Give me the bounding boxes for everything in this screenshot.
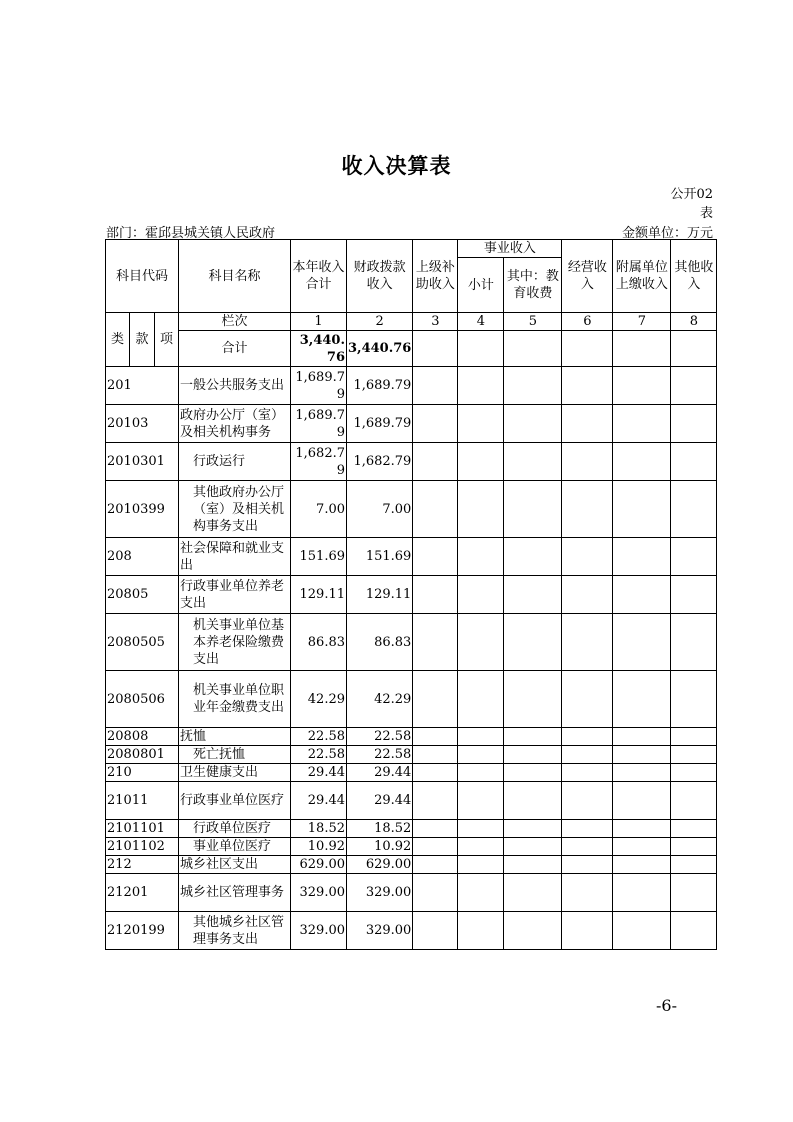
fiscal-amount-cell: 29.44: [347, 764, 413, 782]
fiscal-amount-cell: 22.58: [347, 728, 413, 746]
total-amount-cell: 7.00: [291, 481, 347, 538]
fiscal-amount-cell: 42.29: [347, 671, 413, 728]
table-row: [106, 614, 717, 671]
table-row: [106, 728, 717, 746]
total-amount-cell: 1,689.79: [291, 367, 347, 405]
empty-cell: [413, 782, 458, 820]
header-subject-name: 科目名称: [179, 240, 291, 313]
header-xiang: 项: [155, 313, 179, 367]
empty-cell: [562, 443, 613, 481]
empty-cell: [562, 331, 613, 367]
empty-cell: [562, 838, 613, 856]
total-amount-cell: 129.11: [291, 576, 347, 614]
empty-cell: [671, 782, 717, 820]
empty-cell: [613, 746, 671, 764]
empty-cell: [458, 782, 504, 820]
empty-cell: [562, 576, 613, 614]
empty-cell: [613, 576, 671, 614]
empty-cell: [458, 405, 504, 443]
header-subject-code: 科目代码: [106, 240, 179, 313]
col-index: 6: [562, 313, 613, 331]
department-label: 部门：霍邱县城关镇人民政府: [106, 226, 276, 241]
empty-cell: [504, 331, 562, 367]
fiscal-amount-cell: 1,689.79: [347, 367, 413, 405]
empty-cell: [413, 614, 458, 671]
empty-cell: [413, 405, 458, 443]
empty-cell: [458, 764, 504, 782]
empty-cell: [413, 820, 458, 838]
table-row: [106, 367, 717, 405]
empty-cell: [613, 782, 671, 820]
table-row: [106, 874, 717, 912]
empty-cell: [671, 746, 717, 764]
total-amount-cell: 10.92: [291, 838, 347, 856]
header-operating: 经营收入: [562, 240, 613, 313]
total-amount: 3,440.76: [291, 331, 347, 367]
empty-cell: [458, 820, 504, 838]
col-index: 4: [458, 313, 504, 331]
empty-cell: [562, 856, 613, 874]
total-amount-cell: 629.00: [291, 856, 347, 874]
header-business-subtotal: 小计: [458, 258, 504, 313]
fiscal-amount-cell: 329.00: [347, 912, 413, 950]
table-row: [106, 820, 717, 838]
header-business-edu: 其中：教育收费: [504, 258, 562, 313]
empty-cell: [413, 764, 458, 782]
fiscal-amount-cell: 1,689.79: [347, 405, 413, 443]
subject-name-cell: 其他城乡社区管理事务支出: [179, 912, 291, 950]
empty-cell: [504, 746, 562, 764]
subject-code-cell: 2101102: [106, 838, 179, 856]
empty-cell: [613, 728, 671, 746]
subject-name-cell: 行政运行: [179, 443, 291, 481]
empty-cell: [613, 856, 671, 874]
empty-cell: [458, 576, 504, 614]
empty-cell: [562, 405, 613, 443]
subject-name-cell: 事业单位医疗: [179, 838, 291, 856]
empty-cell: [613, 764, 671, 782]
empty-cell: [458, 538, 504, 576]
subject-name-cell: 其他政府办公厅（室）及相关机构事务支出: [179, 481, 291, 538]
empty-cell: [613, 443, 671, 481]
total-fiscal: 3,440.76: [347, 331, 413, 367]
empty-cell: [413, 838, 458, 856]
income-table: [105, 239, 717, 950]
subject-code-cell: 20103: [106, 405, 179, 443]
empty-cell: [562, 912, 613, 950]
fiscal-amount-cell: 1,682.79: [347, 443, 413, 481]
empty-cell: [413, 728, 458, 746]
subject-name-cell: 社会保障和就业支出: [179, 538, 291, 576]
subject-name-cell: 抚恤: [179, 728, 291, 746]
empty-cell: [613, 367, 671, 405]
empty-cell: [458, 838, 504, 856]
fiscal-amount-cell: 18.52: [347, 820, 413, 838]
col-index: 2: [347, 313, 413, 331]
empty-cell: [504, 782, 562, 820]
empty-cell: [562, 746, 613, 764]
empty-cell: [613, 331, 671, 367]
subject-name-cell: 城乡社区支出: [179, 856, 291, 874]
subject-code-cell: 201: [106, 367, 179, 405]
empty-cell: [562, 728, 613, 746]
table-row: [106, 576, 717, 614]
total-amount-cell: 29.44: [291, 782, 347, 820]
empty-cell: [458, 367, 504, 405]
subject-name-cell: 机关事业单位基本养老保险缴费支出: [179, 614, 291, 671]
total-amount-cell: 1,689.79: [291, 405, 347, 443]
subject-code-cell: 210: [106, 764, 179, 782]
total-amount-cell: 22.58: [291, 728, 347, 746]
subject-code-cell: 20805: [106, 576, 179, 614]
empty-cell: [458, 481, 504, 538]
empty-cell: [671, 820, 717, 838]
empty-cell: [504, 820, 562, 838]
empty-cell: [413, 443, 458, 481]
empty-cell: [671, 838, 717, 856]
table-row: [106, 856, 717, 874]
empty-cell: [562, 820, 613, 838]
subject-code-cell: 2101101: [106, 820, 179, 838]
empty-cell: [504, 671, 562, 728]
empty-cell: [413, 671, 458, 728]
empty-cell: [413, 481, 458, 538]
page-title: 收入决算表: [341, 153, 452, 178]
col-index: 1: [291, 313, 347, 331]
empty-cell: [562, 481, 613, 538]
empty-cell: [413, 874, 458, 912]
subject-code-cell: 21201: [106, 874, 179, 912]
empty-cell: [504, 728, 562, 746]
total-amount-cell: 329.00: [291, 912, 347, 950]
subject-code-cell: 2080506: [106, 671, 179, 728]
empty-cell: [504, 443, 562, 481]
fiscal-amount-cell: 151.69: [347, 538, 413, 576]
subject-code-cell: 2080505: [106, 614, 179, 671]
table-row: [106, 443, 717, 481]
total-row-label: 合计: [179, 331, 291, 367]
total-amount-cell: 329.00: [291, 874, 347, 912]
empty-cell: [413, 576, 458, 614]
empty-cell: [458, 856, 504, 874]
header-total: 本年收入合计: [291, 240, 347, 313]
unit-label: 金额单位：万元: [621, 226, 713, 241]
table-row: [106, 538, 717, 576]
subject-code-cell: 2120199: [106, 912, 179, 950]
subject-code-cell: 20808: [106, 728, 179, 746]
empty-cell: [671, 405, 717, 443]
empty-cell: [613, 838, 671, 856]
table-row: [106, 764, 717, 782]
empty-cell: [562, 671, 613, 728]
col-index: 5: [504, 313, 562, 331]
empty-cell: [504, 367, 562, 405]
header-fiscal: 财政拨款收入: [347, 240, 413, 313]
empty-cell: [671, 728, 717, 746]
empty-cell: [413, 367, 458, 405]
empty-cell: [562, 538, 613, 576]
header-kuan: 款: [130, 313, 155, 367]
col-index: 7: [613, 313, 671, 331]
total-amount-cell: 18.52: [291, 820, 347, 838]
empty-cell: [671, 856, 717, 874]
total-amount-cell: 1,682.79: [291, 443, 347, 481]
subject-name-cell: 城乡社区管理事务: [179, 874, 291, 912]
subject-name-cell: 行政单位医疗: [179, 820, 291, 838]
subject-name-cell: 政府办公厅（室）及相关机构事务: [179, 405, 291, 443]
empty-cell: [613, 481, 671, 538]
empty-cell: [504, 576, 562, 614]
subject-code-cell: 2080801: [106, 746, 179, 764]
empty-cell: [504, 912, 562, 950]
empty-cell: [562, 367, 613, 405]
fiscal-amount-cell: 10.92: [347, 838, 413, 856]
empty-cell: [504, 538, 562, 576]
fiscal-amount-cell: 86.83: [347, 614, 413, 671]
total-amount-cell: 29.44: [291, 764, 347, 782]
subject-code-cell: 2010399: [106, 481, 179, 538]
total-amount-cell: 22.58: [291, 746, 347, 764]
subject-code-cell: 21011: [106, 782, 179, 820]
empty-cell: [458, 874, 504, 912]
empty-cell: [413, 746, 458, 764]
empty-cell: [613, 614, 671, 671]
empty-cell: [413, 538, 458, 576]
empty-cell: [671, 671, 717, 728]
empty-cell: [413, 331, 458, 367]
subject-code-cell: 2010301: [106, 443, 179, 481]
empty-cell: [562, 782, 613, 820]
empty-cell: [613, 405, 671, 443]
subject-name-cell: 卫生健康支出: [179, 764, 291, 782]
empty-cell: [504, 874, 562, 912]
empty-cell: [458, 746, 504, 764]
subject-name-cell: 机关事业单位职业年金缴费支出: [179, 671, 291, 728]
empty-cell: [458, 614, 504, 671]
table-row: [106, 405, 717, 443]
empty-cell: [671, 764, 717, 782]
fiscal-amount-cell: 29.44: [347, 782, 413, 820]
empty-cell: [613, 538, 671, 576]
empty-cell: [458, 331, 504, 367]
col-index: 8: [671, 313, 717, 331]
empty-cell: [671, 874, 717, 912]
table-row: [106, 912, 717, 950]
empty-cell: [562, 874, 613, 912]
header-lanci: 栏次: [179, 313, 291, 331]
total-amount-cell: 86.83: [291, 614, 347, 671]
empty-cell: [458, 443, 504, 481]
header-superior: 上级补助收入: [413, 240, 458, 313]
fiscal-amount-cell: 329.00: [347, 874, 413, 912]
table-row: [106, 481, 717, 538]
fiscal-amount-cell: 22.58: [347, 746, 413, 764]
col-index: 3: [413, 313, 458, 331]
empty-cell: [671, 443, 717, 481]
subject-code-cell: 212: [106, 856, 179, 874]
header-affiliated: 附属单位上缴收入: [613, 240, 671, 313]
subject-name-cell: 一般公共服务支出: [179, 367, 291, 405]
header-other: 其他收入: [671, 240, 717, 313]
empty-cell: [458, 671, 504, 728]
subject-name-cell: 死亡抚恤: [179, 746, 291, 764]
empty-cell: [504, 764, 562, 782]
empty-cell: [671, 576, 717, 614]
empty-cell: [458, 912, 504, 950]
table-code-suffix: 表: [699, 206, 713, 221]
page-number: -6-: [656, 996, 677, 1015]
empty-cell: [504, 838, 562, 856]
header-lei: 类: [106, 313, 130, 367]
header-business: 事业收入: [458, 240, 562, 258]
table-row: [106, 782, 717, 820]
subject-name-cell: 行政事业单位养老支出: [179, 576, 291, 614]
table-row: [106, 671, 717, 728]
empty-cell: [671, 481, 717, 538]
total-amount-cell: 151.69: [291, 538, 347, 576]
fiscal-amount-cell: 7.00: [347, 481, 413, 538]
empty-cell: [613, 874, 671, 912]
empty-cell: [562, 614, 613, 671]
subject-name-cell: 行政事业单位医疗: [179, 782, 291, 820]
empty-cell: [613, 820, 671, 838]
total-amount-cell: 42.29: [291, 671, 347, 728]
empty-cell: [458, 728, 504, 746]
subject-code-cell: 208: [106, 538, 179, 576]
empty-cell: [504, 481, 562, 538]
table-row: [106, 746, 717, 764]
empty-cell: [671, 538, 717, 576]
empty-cell: [413, 856, 458, 874]
empty-cell: [562, 764, 613, 782]
empty-cell: [671, 367, 717, 405]
empty-cell: [504, 614, 562, 671]
empty-cell: [671, 912, 717, 950]
empty-cell: [504, 405, 562, 443]
table-row: [106, 838, 717, 856]
empty-cell: [671, 614, 717, 671]
fiscal-amount-cell: 129.11: [347, 576, 413, 614]
empty-cell: [613, 671, 671, 728]
empty-cell: [613, 912, 671, 950]
empty-cell: [413, 912, 458, 950]
empty-cell: [671, 331, 717, 367]
empty-cell: [504, 856, 562, 874]
fiscal-amount-cell: 629.00: [347, 856, 413, 874]
table-code: 公开02: [670, 187, 713, 202]
